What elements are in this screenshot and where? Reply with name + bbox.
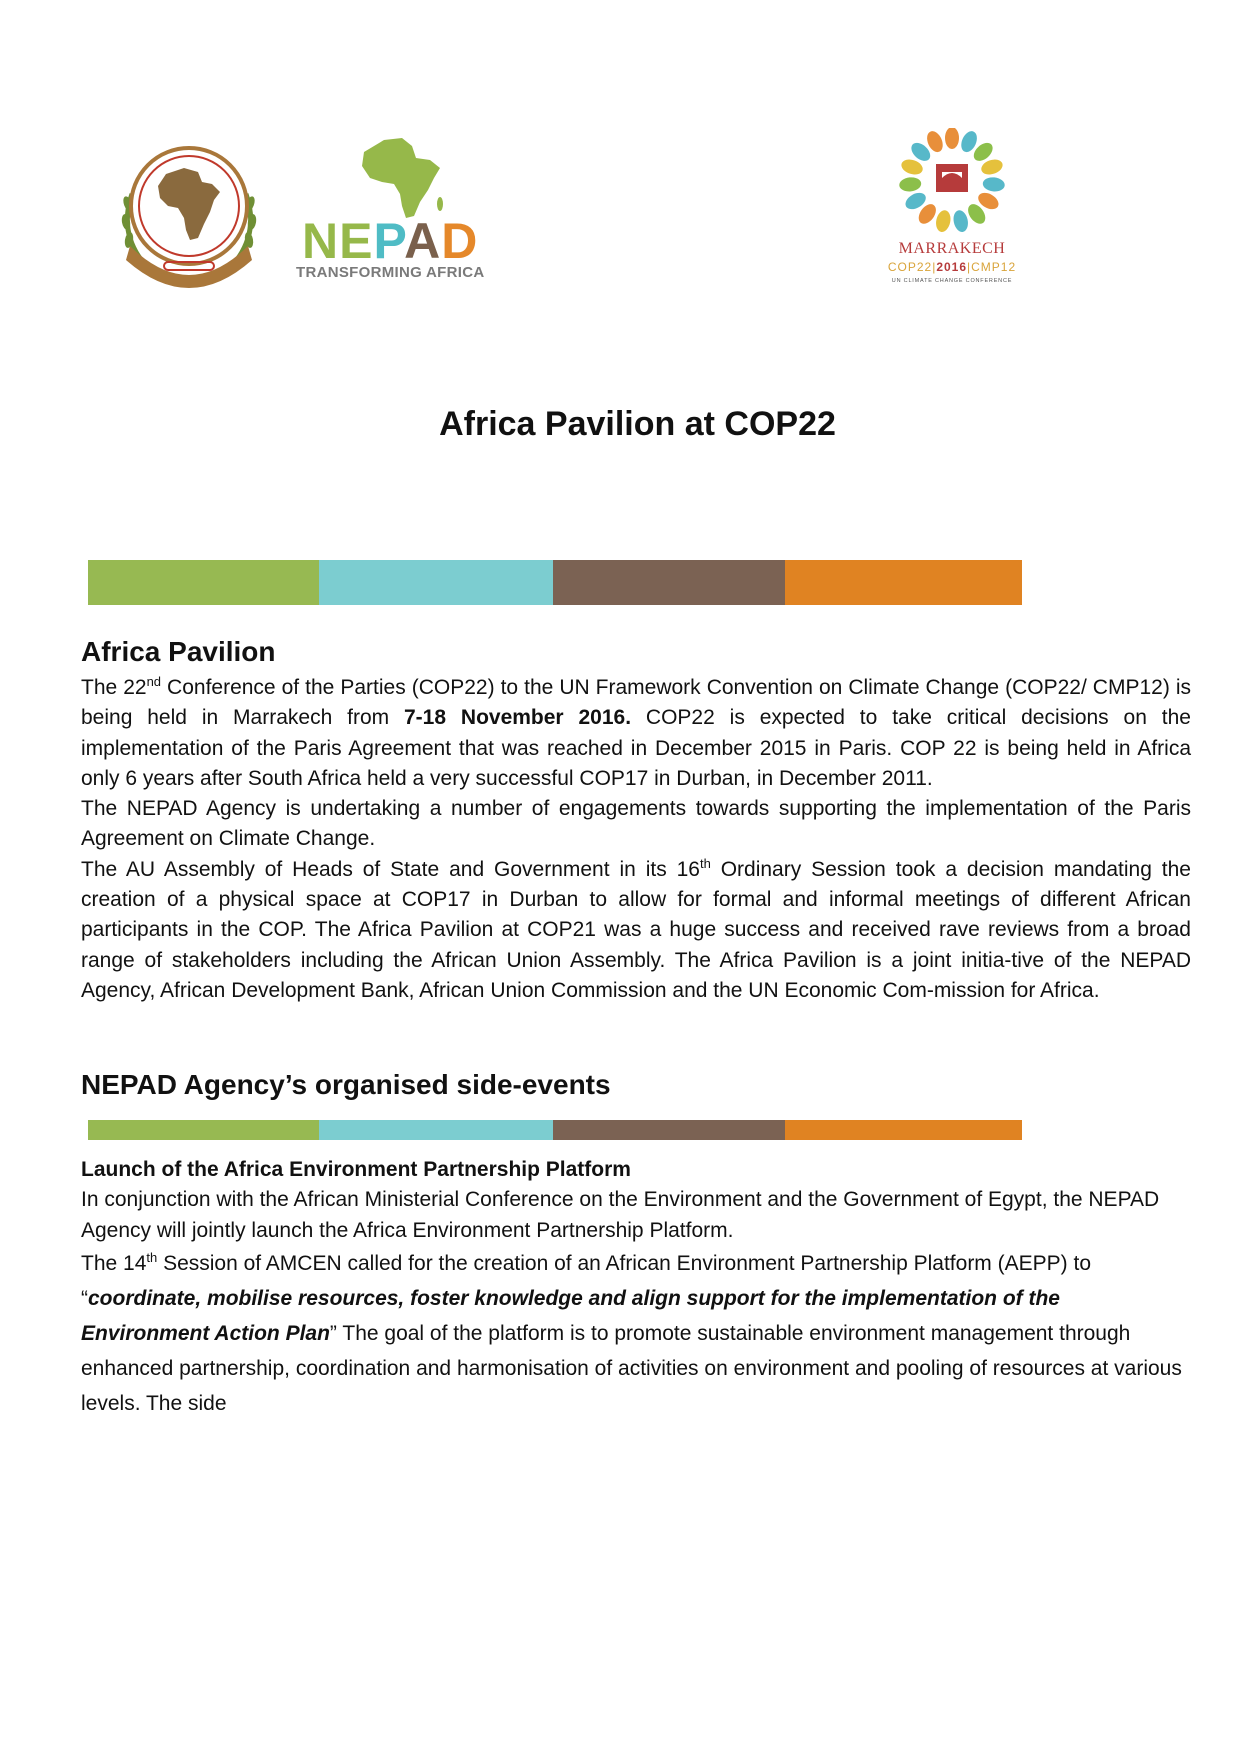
nepad-wordmark: NEPAD: [302, 213, 479, 269]
paragraph: The 22nd Conference of the Parties (COP22) to the UN Framework Convention on Climate Change (COP22/ CMP12) is being held in Marrakech from 7-18 November 2016. COP22 is expected to take critical decisions on the implementation of the Paris Agreement that was reached in December 2015 in Paris. COP 22 is being held in Africa only 6 years after South Africa held a very successful COP17 in Durban, in December 2011.: [81, 674, 1191, 790]
cop22-city-label: MARRAKECH: [898, 240, 1006, 257]
color-bar-teal: [319, 560, 553, 605]
paragraph: The NEPAD Agency is undertaking a number of engagements towards supporting the implementation of the Paris Agreement on Climate Change.: [81, 797, 1191, 851]
color-bar-green: [88, 1120, 319, 1140]
color-bar-brown: [553, 560, 785, 605]
section-body: [81, 1185, 1191, 1421]
nepad-logo: [296, 132, 516, 282]
africa-map-icon: [354, 132, 454, 222]
color-bar-orange: [785, 560, 1022, 605]
color-bar: [88, 560, 1022, 605]
cop22-rosette-icon: [872, 128, 1032, 238]
color-bar-brown: [553, 1120, 785, 1140]
section-heading: NEPAD Agency’s organised side-events: [81, 1069, 611, 1100]
color-bar-teal: [319, 1120, 553, 1140]
color-bar: [88, 1120, 1022, 1140]
event-subheading: Launch of the Africa Environment Partnership Platform: [81, 1158, 631, 1181]
page-title: Africa Pavilion at COP22: [439, 405, 836, 443]
paragraph: The 14th Session of AMCEN called for the creation of an African Environment Partnership Platform (AEPP) to “coordinate, mobilise resources, foster knowledge and align support for the implementation of the Environment Action Plan” The goal of the platform is to promote sustainable environment management through enhanced partnership, coordination and harmonisation of activities on environment and pooling of resources at various levels. The side: [81, 1250, 1182, 1415]
cop22-logo: [872, 128, 1032, 288]
color-bar-green: [88, 560, 319, 605]
nepad-tagline: TRANSFORMING AFRICA: [296, 264, 485, 281]
section-body: [81, 673, 1191, 1006]
cop22-footer-label: UN CLIMATE CHANGE CONFERENCE: [891, 278, 1013, 284]
cop22-sub-label: COP22|2016|CMP12: [887, 260, 1017, 274]
section-heading: Africa Pavilion: [81, 636, 276, 667]
paragraph: The AU Assembly of Heads of State and Government in its 16th Ordinary Session took a decision mandating the creation of a physical space at COP17 in Durban to allow for formal and informal meetings of different African participants in the COP. The Africa Pavilion at COP21 was a huge success and received rave reviews from a broad range of stakeholders including the African Union Assembly. The Africa Pavilion is a joint initia-tive of the NEPAD Agency, African Development Bank, African Union Commission and the UN Economic Com-mission for Africa.: [81, 855, 1191, 1002]
paragraph: In conjunction with the African Ministerial Conference on the Environment and the Government of Egypt, the NEPAD Agency will jointly launch the Africa Environment Partnership Platform.: [81, 1188, 1160, 1242]
color-bar-orange: [785, 1120, 1022, 1140]
african-union-emblem-icon: [112, 134, 266, 288]
